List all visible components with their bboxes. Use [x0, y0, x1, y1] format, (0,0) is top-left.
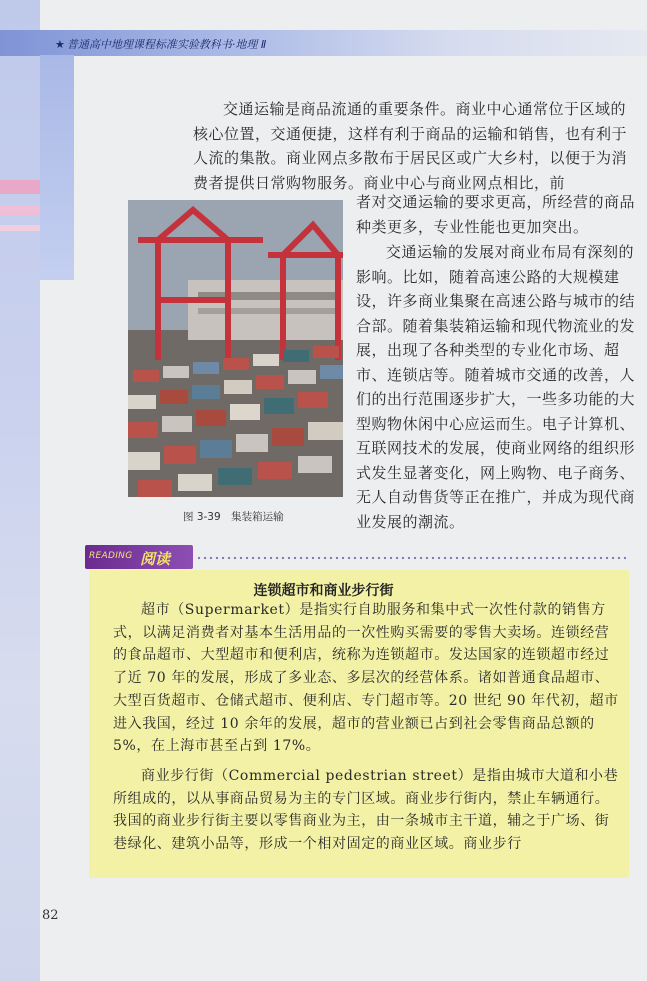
dotted-divider	[196, 556, 626, 560]
pink-stripe	[0, 180, 40, 194]
left-decorative-strip	[0, 0, 40, 981]
running-title: 普通高中地理课程标准实验教科书·地理 Ⅱ	[66, 38, 267, 51]
figure-caption: 图 3-39 集装箱运输	[183, 511, 284, 523]
reading-title: 连锁超市和商业步行街	[253, 583, 394, 599]
container-port-illustration	[128, 200, 343, 497]
star-icon: ★	[55, 38, 65, 51]
reading-label-en: READING	[89, 551, 133, 561]
main-paragraph-2-text: 交通运输的发展对商业布局有深刻的影响。比如，随着高速公路的大规模建设，许多商业集聚在高速公路与城市的结合部。随着集装箱运输和现代物流业的发展，出现了各种类型的专业化市场、超市、连锁店等。随着城市交通的改善，人们的出行范围逐步扩大，一些多功能的大型购物休闲中心应运而生。电子计算机、互联网技术的发展，使商业网络的组织形式发生显著变化，网上购物、电子商务、无人自动售货等正在推广，并成为现代商业发展的潮流。	[356, 243, 636, 531]
reading-paragraph-2	[113, 765, 621, 856]
main-paragraph-1-continued: 者对交通运输的要求更高，所经营的商品种类更多，专业性能也更加突出。	[356, 193, 636, 236]
reading-paragraph-1	[113, 599, 621, 758]
corner-decoration	[40, 55, 74, 280]
running-header	[55, 36, 266, 52]
reading-label-zh: 阅读	[140, 550, 171, 568]
pink-stripe	[0, 205, 40, 215]
main-paragraph-1	[193, 97, 633, 195]
reading-paragraph-2-text: 商业步行街（Commercial pedestrian street）是指由城市大道和小巷所组成的，以从事商品贸易为主的专门区域。商业步行街内，禁止车辆通行。我国的商业步行街主要以零售商业为主，由一条城市主干道，辅之于广场、街巷绿化、建筑小品等，形成一个相对固定的商业区域。商业步行	[113, 768, 619, 853]
pink-stripe	[0, 225, 40, 231]
main-paragraph-2	[356, 240, 638, 534]
reading-section-label	[85, 545, 193, 569]
main-paragraph-1-text: 交通运输是商品流通的重要条件。商业中心通常位于区域的核心位置，交通便捷，这样有利于商品的运输和销售，也有利于人流的集散。商业网点多散布于居民区或广大乡村，以便于为消费者提供日常购物服务。商业中心与商业网点相比，前	[193, 100, 628, 192]
container-port-photo	[128, 200, 343, 497]
page-number: 82	[42, 908, 59, 923]
reading-paragraph-1-text: 超市（Supermarket）是指实行自助服务和集中式一次性付款的销售方式，以满足消费者对基本生活用品的一次性购买需要的零售大卖场。连锁经营的食品超市、大型超市和便利店，统称为连锁超市。发达国家的连锁超市经过了近 70 年的发展，形成了多业态、多层次的经营体系。诸如普通食品超市、大型百货超市、仓储式超市、便利店、专门超市等。20 世纪 90 年代初，超市进入我国，经过 10 余年的发展，超市的营业额已占到社会零售商品总额的 5%，在上海市甚至占到 17%。	[113, 602, 619, 755]
